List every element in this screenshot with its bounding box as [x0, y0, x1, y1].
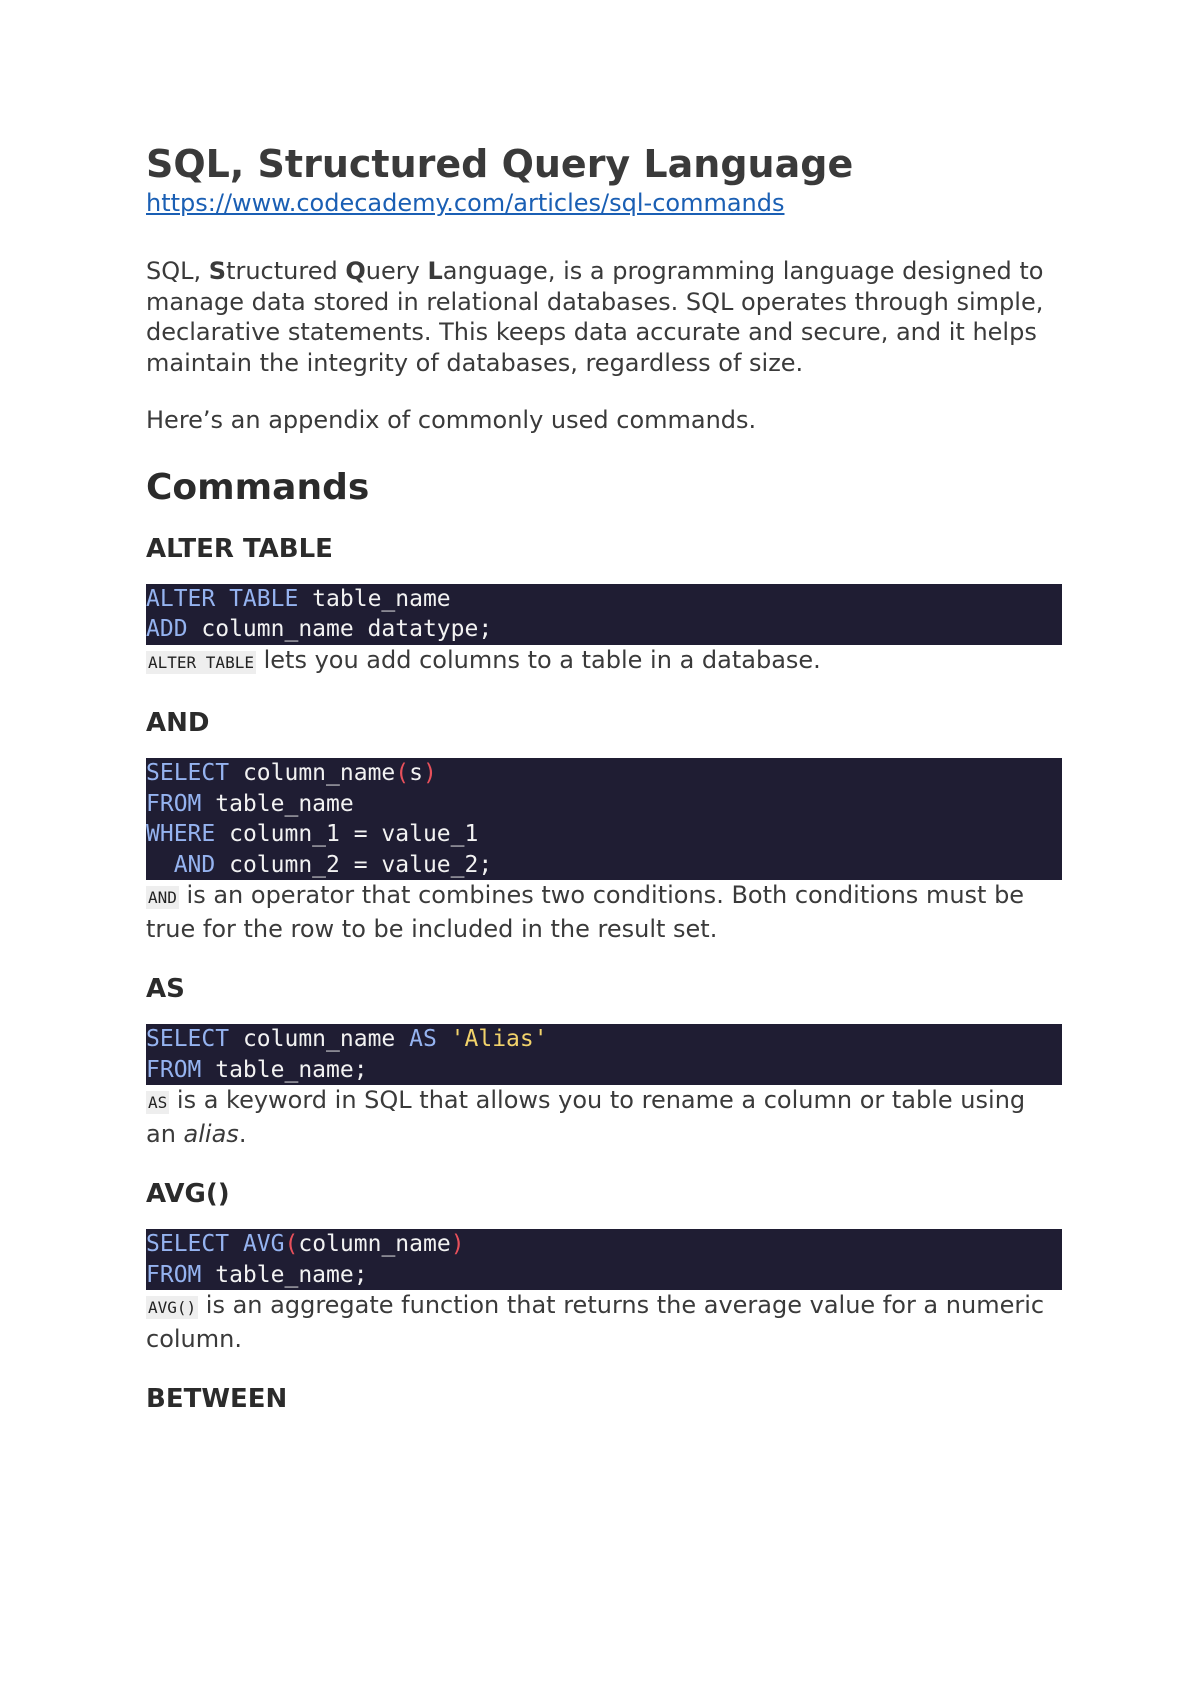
intro-body: , is a programming language designed to manage data stored in relational databases. SQL operates through simple, declarative statements. This keeps data accurate and secure, and it helps maintain the integrity of databases, regardless of size.	[146, 257, 1044, 377]
code-keyword: AS	[409, 1026, 437, 1052]
inline-code: AND	[148, 888, 177, 907]
avg-heading: AVG()	[146, 1179, 230, 1209]
code-text: column_2 = value_2;	[215, 851, 493, 878]
avg-description	[146, 1290, 1062, 1354]
code-keyword: FROM	[146, 1261, 202, 1288]
alter-table-description	[146, 645, 1062, 679]
code-keyword: AND	[173, 851, 216, 878]
code-keyword: AVG	[242, 1231, 285, 1257]
section-as	[146, 972, 1062, 1149]
code-text: column_name	[229, 1026, 410, 1052]
intro-q-bold: Q	[345, 257, 366, 285]
intro-l-bold: L	[427, 257, 443, 285]
commands-heading: Commands	[146, 466, 370, 508]
and-heading: AND	[146, 708, 210, 738]
description-text: is a keyword in SQL that allows you to rename a column or table using an	[146, 1086, 1026, 1148]
description-text: is an operator that combines two conditions. Both conditions must be true for the row to be included in the result set.	[146, 881, 1025, 943]
as-description	[146, 1085, 1062, 1149]
and-description	[146, 880, 1062, 944]
intro-s-bold: S	[208, 257, 227, 285]
page-title: SQL, Structured Query Language	[146, 142, 854, 186]
code-punctuation: (	[284, 1231, 299, 1257]
code-punctuation: )	[450, 1231, 465, 1257]
as-code-block	[146, 1024, 1062, 1085]
code-keyword: ADD	[146, 616, 188, 642]
code-text: table_name	[201, 790, 354, 817]
avg-code-block	[146, 1229, 1062, 1290]
code-keyword: SELECT	[146, 760, 230, 786]
intro-prefix: SQL,	[146, 257, 209, 285]
as-heading: AS	[146, 974, 185, 1004]
alter-table-code-block	[146, 584, 1062, 645]
inline-code: AVG()	[148, 1298, 197, 1317]
description-text: .	[238, 1119, 247, 1148]
section-between	[146, 1382, 1062, 1416]
code-text: table_name;	[201, 1261, 368, 1288]
between-heading: BETWEEN	[146, 1384, 288, 1414]
appendix-paragraph: Here’s an appendix of commonly used commands.	[146, 406, 757, 434]
code-punctuation: (	[395, 760, 410, 786]
alter-table-heading: ALTER TABLE	[146, 533, 333, 564]
code-text	[437, 1026, 451, 1052]
inline-code: ALTER TABLE	[148, 652, 254, 672]
section-and	[146, 706, 1062, 944]
description-text: lets you add columns to a table in a database.	[255, 645, 821, 674]
code-keyword: FROM	[146, 790, 202, 817]
code-string: 'Alias'	[450, 1026, 548, 1052]
source-link[interactable]: https://www.codecademy.com/articles/sql-commands	[146, 189, 785, 217]
code-text: column_name datatype;	[187, 616, 493, 642]
section-alter-table	[146, 532, 1062, 679]
code-text: column_name	[229, 760, 396, 786]
code-text: table_name	[298, 585, 451, 612]
code-keyword: SELECT	[146, 1231, 230, 1257]
code-keyword: WHERE	[146, 821, 216, 847]
code-text: table_name;	[201, 1056, 368, 1083]
description-text: is an aggregate function that returns the average value for a numeric column.	[146, 1291, 1045, 1353]
intro-q-rest: uery	[365, 257, 428, 285]
code-keyword: FROM	[146, 1056, 202, 1083]
description-emphasis: alias	[183, 1119, 239, 1148]
code-keyword: ALTER TABLE	[146, 585, 299, 612]
and-code-block	[146, 758, 1062, 880]
code-indent	[146, 852, 174, 878]
code-text: column_name	[298, 1231, 451, 1257]
code-keyword: SELECT	[146, 1026, 230, 1052]
section-avg	[146, 1177, 1062, 1354]
code-text	[229, 1231, 243, 1257]
intro-l-rest: anguage	[442, 257, 548, 285]
document-page	[146, 140, 1062, 1434]
code-text: column_1 = value_1	[215, 821, 479, 847]
inline-code: AS	[148, 1093, 168, 1112]
code-text: s	[409, 760, 423, 786]
intro-s-rest: tructured	[226, 257, 346, 285]
intro-paragraph	[146, 256, 1062, 378]
code-punctuation: )	[422, 760, 437, 786]
